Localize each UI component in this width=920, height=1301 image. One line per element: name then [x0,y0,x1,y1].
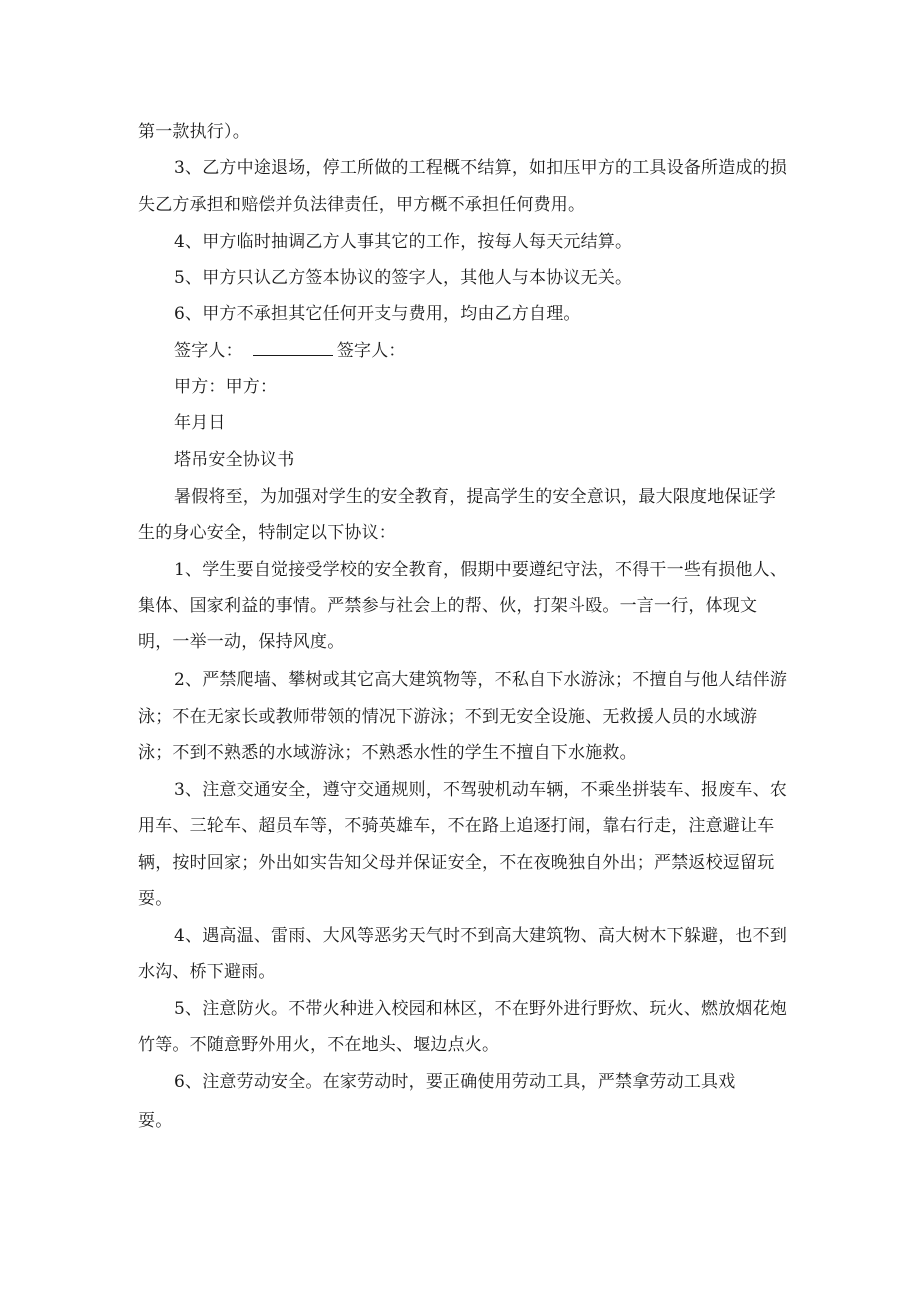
item-line: 集体、国家利益的事情。严禁参与社会上的帮、伙，打架斗殴。一言一行，体现文 [138,596,758,616]
intro-line: 生的身心安全，特制定以下协议： [138,523,396,543]
item-line: 水沟、桥下避雨。 [138,962,276,982]
date-line: 年月日 [174,413,226,433]
item-line: 6、注意劳动安全。在家劳动时，要正确使用劳动工具，严禁拿劳动工具戏 [174,1072,736,1092]
clause-6: 6、甲方不承担其它任何开支与费用，均由乙方自理。 [174,304,581,324]
item-line: 竹等。不随意野外用火，不在地头、堰边点火。 [138,1035,500,1055]
item-line: 1、学生要自觉接受学校的安全教育，假期中要遵纪守法，不得干一些有损他人、 [174,560,788,580]
item-line: 泳；不在无家长或教师带领的情况下游泳；不到无安全设施、无救援人员的水域游 [138,707,758,727]
item-line: 3、注意交通安全，遵守交通规则，不驾驶机动车辆，不乘坐拼装车、报废车、农 [174,780,788,800]
signature-line [174,340,406,362]
item-line: 2、严禁爬墙、攀树或其它高大建筑物等，不私自下水游泳；不擅自与他人结伴游 [174,670,788,690]
clause-4: 4、甲方临时抽调乙方人事其它的工作，按每人每天元结算。 [174,232,633,252]
document-title: 塔吊安全协议书 [174,450,295,470]
item-line: 辆，按时回家；外出如实告知父母并保证安全，不在夜晚独自外出；严禁返校逗留玩 [138,853,775,873]
signer-label-right: 签字人： [336,341,406,361]
item-line: 明，一举一动，保持风度。 [138,632,345,652]
clause-line: 失乙方承担和赔偿并负法律责任，甲方概不承担任何费用。 [138,195,586,215]
signature-blank [253,341,333,356]
item-line: 5、注意防火。不带火种进入校园和林区，不在野外进行野炊、玩火、燃放烟花炮 [174,999,788,1019]
signer-label-left: 签字人： [174,341,243,361]
item-line: 4、遇高温、雷雨、大风等恶劣天气时不到高大建筑物、高大树木下躲避，也不到 [174,926,788,946]
clause-5: 5、甲方只认乙方签本协议的签字人，其他人与本协议无关。 [174,268,633,288]
party-line: 甲方：甲方： [174,377,278,397]
intro-line: 暑假将至，为加强对学生的安全教育，提高学生的安全意识，最大限度地保证学 [174,487,776,507]
clause-line: 3、乙方中途退场，停工所做的工程概不结算，如扣压甲方的工具设备所造成的损 [174,158,788,178]
continuation-line: 第一款执行）。 [138,122,250,142]
item-line: 用车、三轮车、超员车等，不骑英雄车，不在路上追逐打闹，靠右行走，注意避让车 [138,816,775,836]
item-line: 耍。 [138,889,173,909]
item-line: 耍。 [138,1111,173,1131]
item-line: 泳；不到不熟悉的水域游泳；不熟悉水性的学生不擅自下水施救。 [138,743,637,763]
